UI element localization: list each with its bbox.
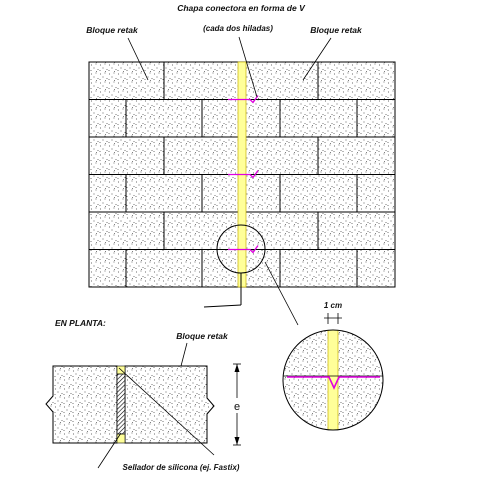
joint-leader-tail	[204, 305, 241, 307]
bloque-right-label: Bloque retak	[310, 25, 362, 35]
en-planta-title: EN PLANTA:	[55, 318, 106, 328]
wall-elevation	[89, 62, 395, 325]
silicone-seal	[117, 374, 125, 434]
zoom-detail	[283, 301, 383, 430]
bloque-left-label: Bloque retak	[86, 25, 138, 35]
sellador-label: Sellador de silicona (ej. Fastix)	[122, 463, 240, 472]
bloque-plan-leader	[181, 343, 187, 366]
dim-e-arrow-bottom	[235, 437, 240, 445]
chapa-label-line2: (cada dos hiladas)	[203, 24, 273, 33]
plan-view	[46, 318, 245, 472]
plan-block-right	[125, 366, 214, 443]
dim-e-label: e	[233, 401, 241, 413]
chapa-label-line1: Chapa conectora en forma de V	[177, 3, 305, 13]
bloque-plan-label: Bloque retak	[176, 331, 228, 341]
plan-block-left	[46, 366, 117, 443]
dim-e-arrow-top	[235, 364, 240, 372]
dim-1cm-label: 1 cm	[323, 301, 343, 310]
